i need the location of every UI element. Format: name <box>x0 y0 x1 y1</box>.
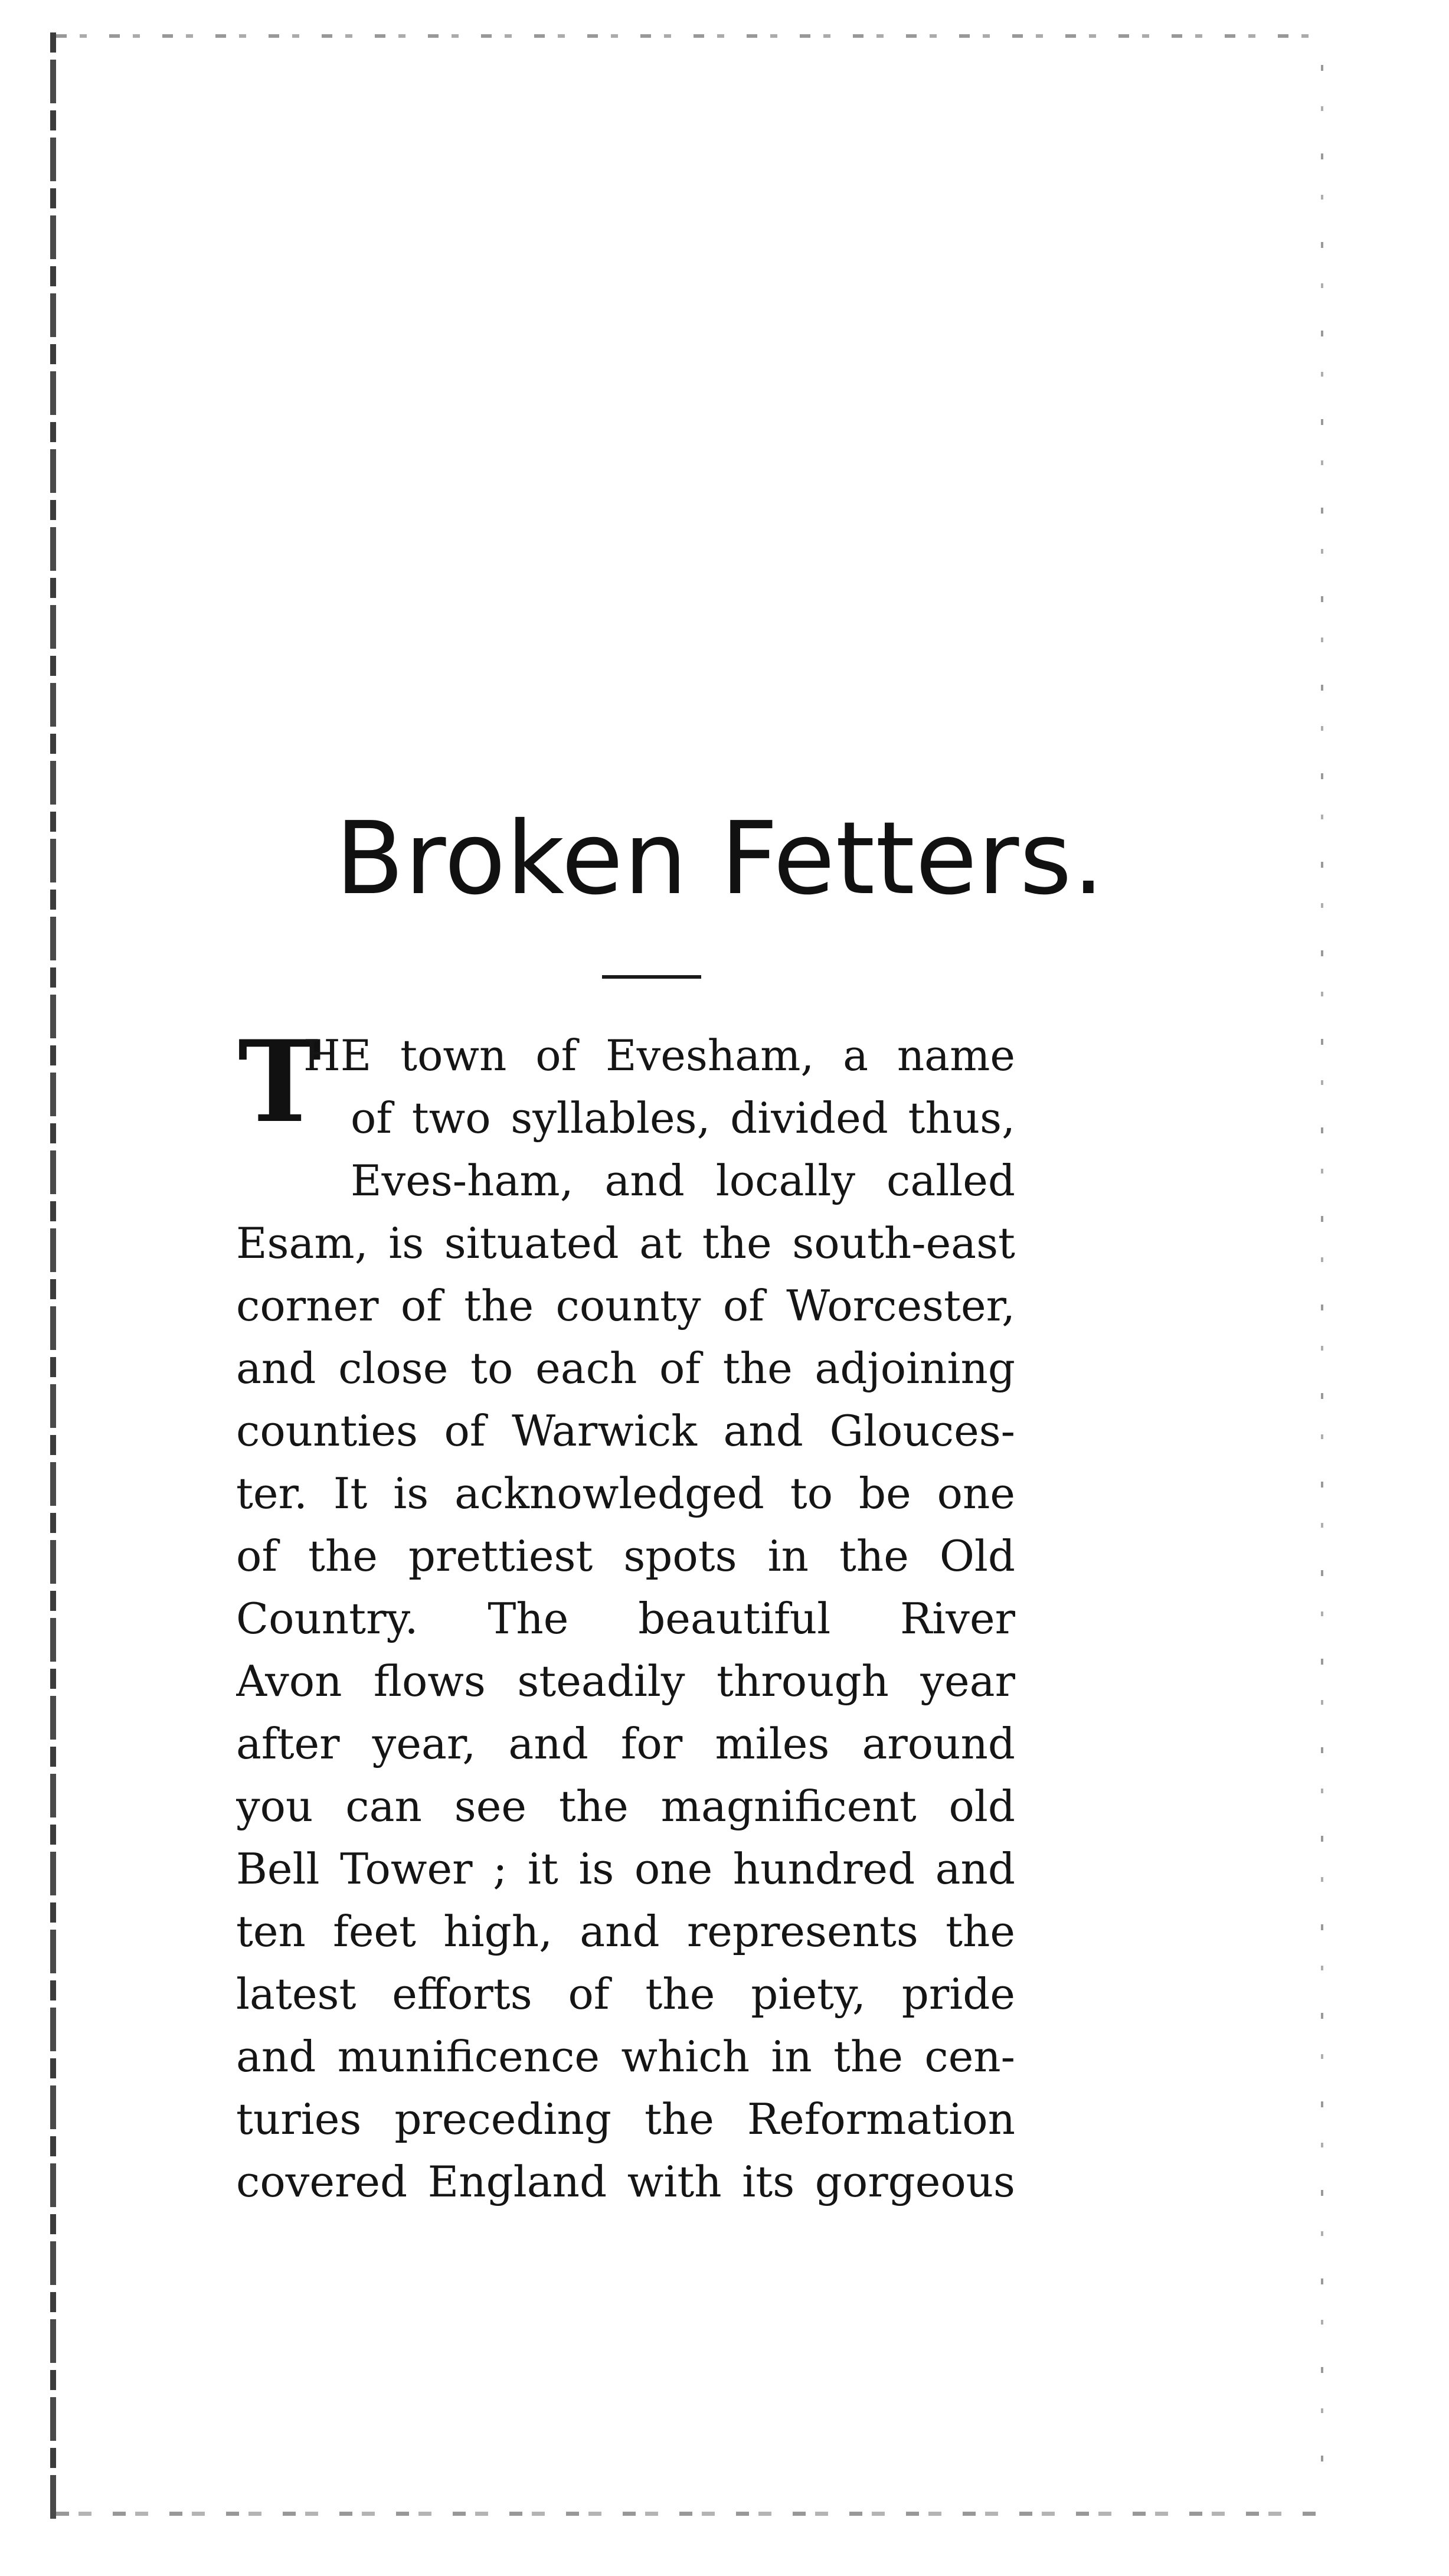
text-line: counties of Warwick and Glouces- <box>236 1406 1015 1456</box>
text-line: corner of the county of Worcester, <box>236 1281 1015 1331</box>
drop-cap: T <box>238 1016 322 1148</box>
text-line: HE town of Evesham, a name <box>303 1031 1015 1080</box>
page-edge-left <box>50 32 56 2523</box>
text-line: turies preceding the Reformation <box>236 2094 1015 2144</box>
page-edge-top <box>56 34 1325 38</box>
text-line: of two syllables, divided thus, <box>351 1093 1015 1143</box>
text-line: after year, and for miles around <box>236 1719 1015 1768</box>
text-line: covered England with its gorgeous <box>236 2157 1015 2206</box>
text-line: Avon flows steadily through year <box>236 1656 1015 1706</box>
text-line: Esam, is situated at the south-east <box>236 1218 1015 1268</box>
title-rule <box>602 975 701 979</box>
text-line: Country. The beautiful River <box>236 1594 1015 1643</box>
text-line: you can see the magnificent old <box>236 1781 1015 1831</box>
text-line: latest efforts of the piety, pride <box>236 1969 1015 2019</box>
page-edge-bottom <box>56 2512 1325 2516</box>
chapter-title: Broken Fetters. <box>335 800 1105 917</box>
text-line: ten feet high, and represents the <box>236 1907 1015 1956</box>
text-line: and close to each of the adjoining <box>236 1343 1015 1393</box>
text-line: of the prettiest spots in the Old <box>236 1531 1015 1581</box>
text-line: Bell Tower ; it is one hundred and <box>236 1844 1015 1894</box>
page-edge-right <box>1321 65 1323 2497</box>
text-line: ter. It is acknowledged to be one <box>236 1469 1015 1518</box>
text-line: Eves-ham, and locally called <box>351 1156 1015 1205</box>
text-line: and munificence which in the cen- <box>236 2032 1015 2081</box>
